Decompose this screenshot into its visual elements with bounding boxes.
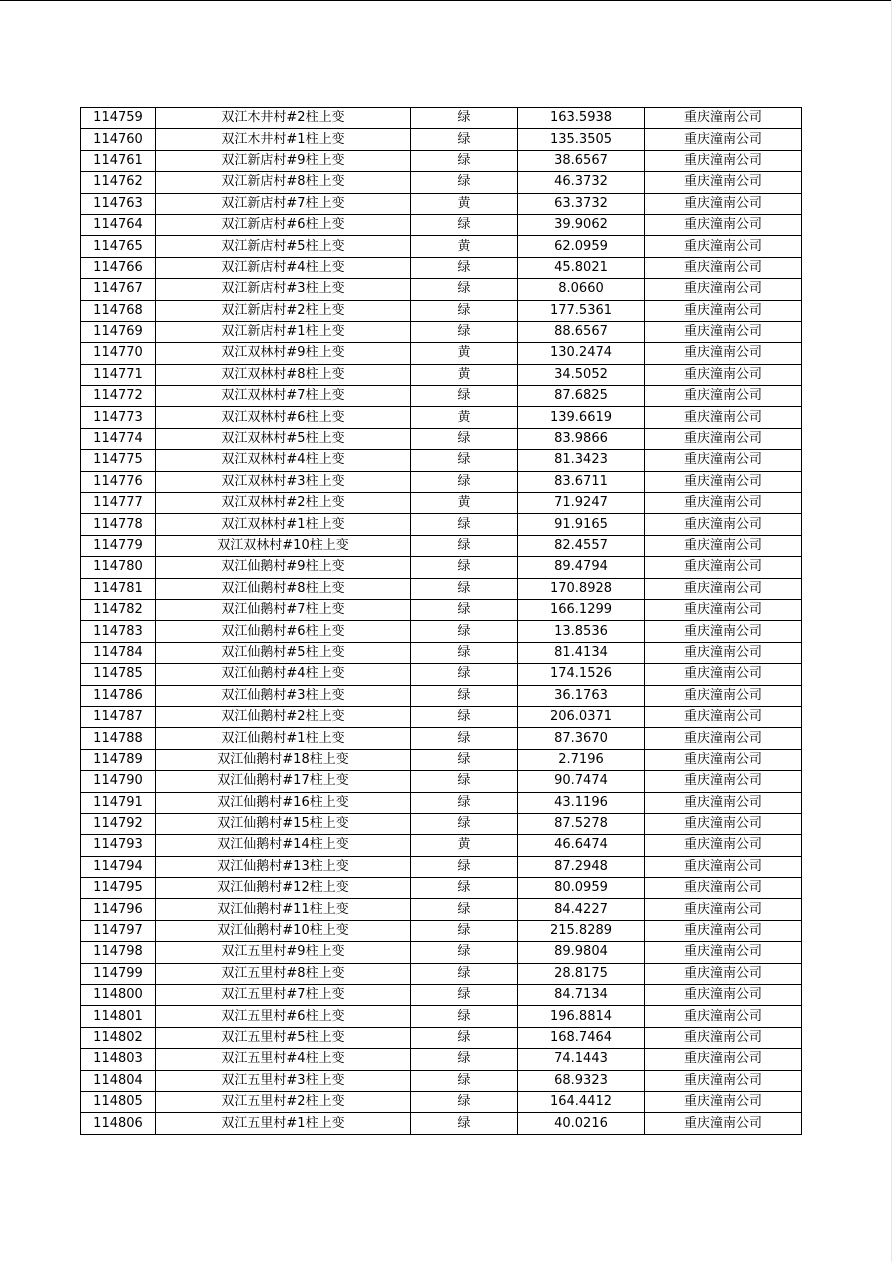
table-row — [81, 1006, 802, 1027]
cell-company: 重庆潼南公司 — [645, 193, 802, 214]
table-row — [81, 108, 802, 129]
cell-transformer-name: 双江新店村#8柱上变 — [156, 172, 411, 193]
cell-transformer-name: 双江双林村#10柱上变 — [156, 535, 411, 556]
cell-status-color: 绿 — [411, 685, 518, 706]
table-body — [81, 108, 802, 1135]
cell-id: 114774 — [81, 428, 156, 449]
cell-id: 114760 — [81, 129, 156, 150]
table-row — [81, 856, 802, 877]
cell-value: 196.8814 — [518, 1006, 645, 1027]
transformer-table — [80, 107, 802, 1135]
cell-company: 重庆潼南公司 — [645, 257, 802, 278]
cell-transformer-name: 双江五里村#7柱上变 — [156, 985, 411, 1006]
cell-id: 114761 — [81, 150, 156, 171]
cell-value: 87.2948 — [518, 856, 645, 877]
cell-status-color: 绿 — [411, 108, 518, 129]
cell-status-color: 绿 — [411, 257, 518, 278]
cell-company: 重庆潼南公司 — [645, 557, 802, 578]
cell-transformer-name: 双江仙鹅村#2柱上变 — [156, 706, 411, 727]
table-row — [81, 771, 802, 792]
cell-company: 重庆潼南公司 — [645, 578, 802, 599]
cell-transformer-name: 双江双林村#5柱上变 — [156, 428, 411, 449]
cell-transformer-name: 双江仙鹅村#15柱上变 — [156, 813, 411, 834]
cell-company: 重庆潼南公司 — [645, 535, 802, 556]
cell-status-color: 黄 — [411, 835, 518, 856]
cell-company: 重庆潼南公司 — [645, 343, 802, 364]
cell-transformer-name: 双江仙鹅村#17柱上变 — [156, 771, 411, 792]
cell-value: 13.8536 — [518, 621, 645, 642]
table-row — [81, 172, 802, 193]
table-row — [81, 557, 802, 578]
cell-id: 114779 — [81, 535, 156, 556]
cell-status-color: 绿 — [411, 985, 518, 1006]
cell-value: 130.2474 — [518, 343, 645, 364]
table-row — [81, 321, 802, 342]
cell-company: 重庆潼南公司 — [645, 621, 802, 642]
table-row — [81, 236, 802, 257]
cell-value: 135.3505 — [518, 129, 645, 150]
cell-company: 重庆潼南公司 — [645, 129, 802, 150]
cell-transformer-name: 双江仙鹅村#6柱上变 — [156, 621, 411, 642]
cell-transformer-name: 双江仙鹅村#18柱上变 — [156, 749, 411, 770]
cell-transformer-name: 双江双林村#9柱上变 — [156, 343, 411, 364]
cell-company: 重庆潼南公司 — [645, 664, 802, 685]
cell-status-color: 绿 — [411, 1113, 518, 1134]
cell-id: 114788 — [81, 728, 156, 749]
cell-transformer-name: 双江仙鹅村#9柱上变 — [156, 557, 411, 578]
cell-value: 206.0371 — [518, 706, 645, 727]
cell-company: 重庆潼南公司 — [645, 279, 802, 300]
cell-value: 83.6711 — [518, 471, 645, 492]
table-row — [81, 985, 802, 1006]
cell-id: 114784 — [81, 642, 156, 663]
cell-value: 2.7196 — [518, 749, 645, 770]
cell-transformer-name: 双江新店村#3柱上变 — [156, 279, 411, 300]
cell-company: 重庆潼南公司 — [645, 749, 802, 770]
cell-company: 重庆潼南公司 — [645, 920, 802, 941]
cell-status-color: 绿 — [411, 664, 518, 685]
table-row — [81, 1113, 802, 1134]
cell-value: 163.5938 — [518, 108, 645, 129]
cell-id: 114806 — [81, 1113, 156, 1134]
table-row — [81, 428, 802, 449]
cell-value: 81.4134 — [518, 642, 645, 663]
table-row — [81, 706, 802, 727]
cell-id: 114786 — [81, 685, 156, 706]
cell-id: 114781 — [81, 578, 156, 599]
table-row — [81, 1070, 802, 1091]
cell-status-color: 绿 — [411, 878, 518, 899]
cell-id: 114797 — [81, 920, 156, 941]
cell-id: 114789 — [81, 749, 156, 770]
cell-id: 114767 — [81, 279, 156, 300]
cell-value: 63.3732 — [518, 193, 645, 214]
cell-value: 174.1526 — [518, 664, 645, 685]
cell-status-color: 绿 — [411, 642, 518, 663]
cell-value: 40.0216 — [518, 1113, 645, 1134]
cell-status-color: 绿 — [411, 899, 518, 920]
cell-value: 46.6474 — [518, 835, 645, 856]
cell-value: 87.3670 — [518, 728, 645, 749]
cell-value: 89.4794 — [518, 557, 645, 578]
cell-company: 重庆潼南公司 — [645, 150, 802, 171]
table-row — [81, 1091, 802, 1112]
table-row — [81, 813, 802, 834]
cell-status-color: 绿 — [411, 813, 518, 834]
table-row — [81, 685, 802, 706]
page-top-border — [0, 0, 892, 1]
cell-id: 114799 — [81, 963, 156, 984]
cell-id: 114787 — [81, 706, 156, 727]
table-row — [81, 664, 802, 685]
cell-company: 重庆潼南公司 — [645, 1006, 802, 1027]
cell-company: 重庆潼南公司 — [645, 172, 802, 193]
table-row — [81, 963, 802, 984]
cell-value: 80.0959 — [518, 878, 645, 899]
cell-status-color: 绿 — [411, 450, 518, 471]
cell-company: 重庆潼南公司 — [645, 813, 802, 834]
cell-transformer-name: 双江仙鹅村#11柱上变 — [156, 899, 411, 920]
table-row — [81, 450, 802, 471]
cell-status-color: 绿 — [411, 1091, 518, 1112]
cell-id: 114798 — [81, 942, 156, 963]
cell-company: 重庆潼南公司 — [645, 321, 802, 342]
cell-transformer-name: 双江仙鹅村#14柱上变 — [156, 835, 411, 856]
cell-value: 91.9165 — [518, 514, 645, 535]
table-row — [81, 899, 802, 920]
cell-status-color: 绿 — [411, 129, 518, 150]
cell-company: 重庆潼南公司 — [645, 771, 802, 792]
cell-transformer-name: 双江双林村#8柱上变 — [156, 364, 411, 385]
cell-company: 重庆潼南公司 — [645, 214, 802, 235]
cell-company: 重庆潼南公司 — [645, 642, 802, 663]
cell-id: 114801 — [81, 1006, 156, 1027]
cell-status-color: 绿 — [411, 321, 518, 342]
cell-status-color: 绿 — [411, 150, 518, 171]
cell-id: 114785 — [81, 664, 156, 685]
cell-company: 重庆潼南公司 — [645, 386, 802, 407]
cell-id: 114776 — [81, 471, 156, 492]
cell-value: 36.1763 — [518, 685, 645, 706]
cell-status-color: 绿 — [411, 1006, 518, 1027]
cell-status-color: 绿 — [411, 1027, 518, 1048]
cell-value: 8.0660 — [518, 279, 645, 300]
cell-transformer-name: 双江五里村#9柱上变 — [156, 942, 411, 963]
table-row — [81, 920, 802, 941]
cell-id: 114794 — [81, 856, 156, 877]
cell-status-color: 绿 — [411, 771, 518, 792]
cell-id: 114759 — [81, 108, 156, 129]
cell-company: 重庆潼南公司 — [645, 728, 802, 749]
cell-id: 114802 — [81, 1027, 156, 1048]
table-row — [81, 343, 802, 364]
cell-company: 重庆潼南公司 — [645, 108, 802, 129]
cell-status-color: 绿 — [411, 300, 518, 321]
cell-value: 28.8175 — [518, 963, 645, 984]
cell-id: 114803 — [81, 1049, 156, 1070]
cell-value: 90.7474 — [518, 771, 645, 792]
cell-transformer-name: 双江仙鹅村#10柱上变 — [156, 920, 411, 941]
cell-id: 114777 — [81, 493, 156, 514]
cell-value: 81.3423 — [518, 450, 645, 471]
cell-value: 62.0959 — [518, 236, 645, 257]
cell-value: 87.5278 — [518, 813, 645, 834]
cell-transformer-name: 双江双林村#1柱上变 — [156, 514, 411, 535]
cell-transformer-name: 双江新店村#5柱上变 — [156, 236, 411, 257]
cell-status-color: 黄 — [411, 236, 518, 257]
cell-status-color: 绿 — [411, 920, 518, 941]
cell-id: 114763 — [81, 193, 156, 214]
cell-company: 重庆潼南公司 — [645, 706, 802, 727]
cell-id: 114762 — [81, 172, 156, 193]
cell-value: 38.6567 — [518, 150, 645, 171]
table-row — [81, 493, 802, 514]
table-row — [81, 407, 802, 428]
cell-value: 87.6825 — [518, 386, 645, 407]
cell-transformer-name: 双江仙鹅村#3柱上变 — [156, 685, 411, 706]
cell-status-color: 绿 — [411, 557, 518, 578]
cell-value: 168.7464 — [518, 1027, 645, 1048]
cell-transformer-name: 双江双林村#3柱上变 — [156, 471, 411, 492]
cell-id: 114795 — [81, 878, 156, 899]
cell-id: 114773 — [81, 407, 156, 428]
table-row — [81, 386, 802, 407]
cell-id: 114769 — [81, 321, 156, 342]
cell-company: 重庆潼南公司 — [645, 1027, 802, 1048]
cell-company: 重庆潼南公司 — [645, 985, 802, 1006]
cell-transformer-name: 双江仙鹅村#8柱上变 — [156, 578, 411, 599]
cell-id: 114804 — [81, 1070, 156, 1091]
cell-value: 84.4227 — [518, 899, 645, 920]
cell-status-color: 黄 — [411, 193, 518, 214]
cell-company: 重庆潼南公司 — [645, 364, 802, 385]
cell-company: 重庆潼南公司 — [645, 835, 802, 856]
cell-id: 114782 — [81, 599, 156, 620]
cell-status-color: 绿 — [411, 963, 518, 984]
table-row — [81, 599, 802, 620]
cell-id: 114768 — [81, 300, 156, 321]
cell-status-color: 黄 — [411, 493, 518, 514]
cell-value: 83.9866 — [518, 428, 645, 449]
cell-transformer-name: 双江双林村#6柱上变 — [156, 407, 411, 428]
cell-company: 重庆潼南公司 — [645, 942, 802, 963]
cell-status-color: 绿 — [411, 214, 518, 235]
cell-status-color: 绿 — [411, 856, 518, 877]
cell-id: 114772 — [81, 386, 156, 407]
cell-value: 164.4412 — [518, 1091, 645, 1112]
cell-status-color: 绿 — [411, 792, 518, 813]
table-row — [81, 621, 802, 642]
cell-id: 114775 — [81, 450, 156, 471]
table-row — [81, 578, 802, 599]
table-row — [81, 193, 802, 214]
cell-value: 139.6619 — [518, 407, 645, 428]
table-row — [81, 878, 802, 899]
cell-id: 114765 — [81, 236, 156, 257]
cell-status-color: 绿 — [411, 621, 518, 642]
cell-id: 114796 — [81, 899, 156, 920]
cell-transformer-name: 双江仙鹅村#4柱上变 — [156, 664, 411, 685]
cell-id: 114791 — [81, 792, 156, 813]
cell-status-color: 绿 — [411, 578, 518, 599]
cell-value: 68.9323 — [518, 1070, 645, 1091]
cell-value: 89.9804 — [518, 942, 645, 963]
table-row — [81, 535, 802, 556]
table-row — [81, 1049, 802, 1070]
cell-id: 114790 — [81, 771, 156, 792]
cell-value: 88.6567 — [518, 321, 645, 342]
table-row — [81, 835, 802, 856]
cell-company: 重庆潼南公司 — [645, 1091, 802, 1112]
cell-transformer-name: 双江木井村#1柱上变 — [156, 129, 411, 150]
table-row — [81, 364, 802, 385]
cell-transformer-name: 双江仙鹅村#5柱上变 — [156, 642, 411, 663]
cell-status-color: 黄 — [411, 364, 518, 385]
cell-id: 114793 — [81, 835, 156, 856]
table-row — [81, 214, 802, 235]
cell-status-color: 黄 — [411, 343, 518, 364]
cell-value: 46.3732 — [518, 172, 645, 193]
cell-value: 43.1196 — [518, 792, 645, 813]
cell-id: 114764 — [81, 214, 156, 235]
cell-status-color: 绿 — [411, 942, 518, 963]
table-row — [81, 300, 802, 321]
cell-transformer-name: 双江木井村#2柱上变 — [156, 108, 411, 129]
cell-company: 重庆潼南公司 — [645, 493, 802, 514]
cell-company: 重庆潼南公司 — [645, 407, 802, 428]
cell-company: 重庆潼南公司 — [645, 685, 802, 706]
cell-value: 71.9247 — [518, 493, 645, 514]
cell-transformer-name: 双江五里村#8柱上变 — [156, 963, 411, 984]
cell-company: 重庆潼南公司 — [645, 1070, 802, 1091]
table-row — [81, 1027, 802, 1048]
table-row — [81, 150, 802, 171]
table-row — [81, 279, 802, 300]
table-row — [81, 942, 802, 963]
cell-status-color: 绿 — [411, 471, 518, 492]
cell-id: 114792 — [81, 813, 156, 834]
cell-transformer-name: 双江仙鹅村#12柱上变 — [156, 878, 411, 899]
cell-status-color: 绿 — [411, 535, 518, 556]
cell-transformer-name: 双江双林村#2柱上变 — [156, 493, 411, 514]
cell-value: 34.5052 — [518, 364, 645, 385]
cell-id: 114778 — [81, 514, 156, 535]
table-row — [81, 642, 802, 663]
cell-company: 重庆潼南公司 — [645, 428, 802, 449]
cell-company: 重庆潼南公司 — [645, 1113, 802, 1134]
table-row — [81, 728, 802, 749]
cell-transformer-name: 双江新店村#7柱上变 — [156, 193, 411, 214]
table-row — [81, 749, 802, 770]
cell-company: 重庆潼南公司 — [645, 878, 802, 899]
cell-transformer-name: 双江五里村#3柱上变 — [156, 1070, 411, 1091]
cell-value: 84.7134 — [518, 985, 645, 1006]
cell-company: 重庆潼南公司 — [645, 236, 802, 257]
table-row — [81, 792, 802, 813]
table-row — [81, 471, 802, 492]
cell-company: 重庆潼南公司 — [645, 792, 802, 813]
cell-transformer-name: 双江新店村#6柱上变 — [156, 214, 411, 235]
cell-transformer-name: 双江仙鹅村#1柱上变 — [156, 728, 411, 749]
cell-status-color: 绿 — [411, 172, 518, 193]
cell-transformer-name: 双江五里村#4柱上变 — [156, 1049, 411, 1070]
cell-id: 114766 — [81, 257, 156, 278]
cell-id: 114770 — [81, 343, 156, 364]
cell-company: 重庆潼南公司 — [645, 963, 802, 984]
cell-company: 重庆潼南公司 — [645, 300, 802, 321]
table-row — [81, 514, 802, 535]
cell-value: 82.4557 — [518, 535, 645, 556]
cell-id: 114780 — [81, 557, 156, 578]
cell-transformer-name: 双江新店村#1柱上变 — [156, 321, 411, 342]
cell-status-color: 绿 — [411, 514, 518, 535]
cell-id: 114805 — [81, 1091, 156, 1112]
cell-transformer-name: 双江双林村#7柱上变 — [156, 386, 411, 407]
cell-company: 重庆潼南公司 — [645, 471, 802, 492]
cell-value: 177.5361 — [518, 300, 645, 321]
table-row — [81, 129, 802, 150]
cell-company: 重庆潼南公司 — [645, 1049, 802, 1070]
cell-transformer-name: 双江五里村#2柱上变 — [156, 1091, 411, 1112]
cell-company: 重庆潼南公司 — [645, 899, 802, 920]
table-row — [81, 257, 802, 278]
cell-transformer-name: 双江五里村#1柱上变 — [156, 1113, 411, 1134]
cell-status-color: 绿 — [411, 428, 518, 449]
cell-transformer-name: 双江五里村#6柱上变 — [156, 1006, 411, 1027]
cell-transformer-name: 双江仙鹅村#13柱上变 — [156, 856, 411, 877]
cell-status-color: 绿 — [411, 1070, 518, 1091]
cell-transformer-name: 双江双林村#4柱上变 — [156, 450, 411, 471]
cell-transformer-name: 双江新店村#9柱上变 — [156, 150, 411, 171]
cell-status-color: 绿 — [411, 706, 518, 727]
cell-company: 重庆潼南公司 — [645, 599, 802, 620]
cell-company: 重庆潼南公司 — [645, 514, 802, 535]
cell-status-color: 绿 — [411, 386, 518, 407]
cell-status-color: 绿 — [411, 728, 518, 749]
cell-company: 重庆潼南公司 — [645, 450, 802, 471]
cell-value: 166.1299 — [518, 599, 645, 620]
cell-value: 39.9062 — [518, 214, 645, 235]
cell-transformer-name: 双江五里村#5柱上变 — [156, 1027, 411, 1048]
cell-id: 114783 — [81, 621, 156, 642]
cell-id: 114771 — [81, 364, 156, 385]
cell-status-color: 黄 — [411, 407, 518, 428]
cell-value: 74.1443 — [518, 1049, 645, 1070]
cell-transformer-name: 双江仙鹅村#7柱上变 — [156, 599, 411, 620]
cell-value: 45.8021 — [518, 257, 645, 278]
cell-id: 114800 — [81, 985, 156, 1006]
cell-status-color: 绿 — [411, 599, 518, 620]
cell-company: 重庆潼南公司 — [645, 856, 802, 877]
cell-transformer-name: 双江新店村#2柱上变 — [156, 300, 411, 321]
cell-status-color: 绿 — [411, 279, 518, 300]
cell-value: 215.8289 — [518, 920, 645, 941]
cell-transformer-name: 双江仙鹅村#16柱上变 — [156, 792, 411, 813]
cell-status-color: 绿 — [411, 1049, 518, 1070]
cell-transformer-name: 双江新店村#4柱上变 — [156, 257, 411, 278]
cell-status-color: 绿 — [411, 749, 518, 770]
cell-value: 170.8928 — [518, 578, 645, 599]
